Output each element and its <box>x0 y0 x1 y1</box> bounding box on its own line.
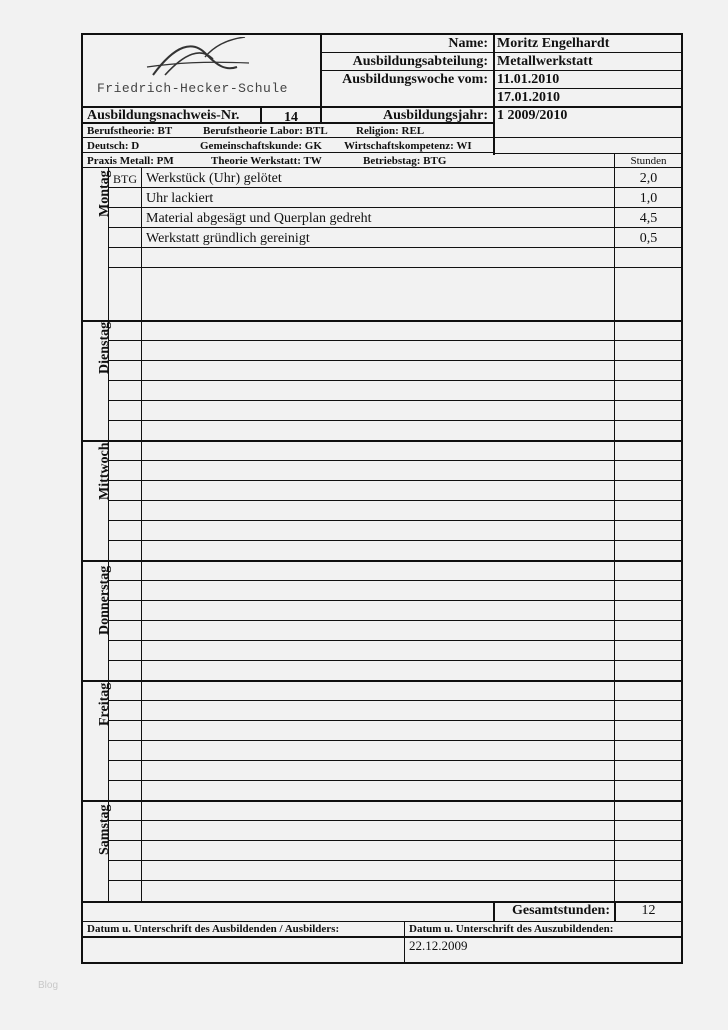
row-line <box>108 207 683 208</box>
legend-tw: Theorie Werkstatt: TW <box>211 155 322 167</box>
name-label: Name: <box>448 36 488 51</box>
name-value: Moritz Engelhardt <box>497 36 610 51</box>
row-line <box>108 580 683 581</box>
trainer-signature-label: Datum u. Unterschrift des Ausbildenden / Ausbilders: <box>87 923 340 935</box>
day-separator <box>83 680 683 682</box>
row-line <box>108 620 683 621</box>
legend-gk: Gemeinschaftskunde: GK <box>200 140 322 152</box>
day-separator <box>83 440 683 442</box>
entry-code: BTG <box>113 172 137 186</box>
row-line <box>108 340 683 341</box>
year-label: Ausbildungsjahr: <box>382 108 488 123</box>
row-line <box>108 840 683 841</box>
legend-wi: Wirtschaftskompetenz: WI <box>344 140 472 152</box>
day-separator <box>83 320 683 322</box>
watermark-text: Blog <box>38 980 59 991</box>
entry-hours: 2,0 <box>639 171 658 186</box>
row-line <box>108 480 683 481</box>
day-separator <box>83 560 683 562</box>
year-value: 1 2009/2010 <box>497 108 568 123</box>
school-logo-icon <box>145 37 255 79</box>
record-number-label: Ausbildungsnachweis-Nr. <box>87 108 240 123</box>
entry-text: Uhr lackiert <box>146 191 214 206</box>
department-label: Ausbildungsabteilung: <box>352 54 488 69</box>
day-label-thursday: Donnerstag <box>97 565 112 635</box>
total-hours-label: Gesamtstunden: <box>511 903 610 918</box>
department-value: Metallwerkstatt <box>497 54 593 69</box>
row-line <box>108 360 683 361</box>
day-label-tuesday: Dienstag <box>97 321 112 374</box>
row-line <box>108 780 683 781</box>
row-line <box>108 860 683 861</box>
day-label-wednesday: Mittwoch <box>97 442 112 500</box>
trainee-signature-date: 22.12.2009 <box>409 938 468 953</box>
legend-rel: Religion: REL <box>356 125 425 137</box>
row-line <box>108 267 683 268</box>
day-label-friday: Freitag <box>97 682 112 726</box>
hours-header: Stunden <box>630 155 667 167</box>
row-line <box>108 187 683 188</box>
week-label: Ausbildungswoche vom: <box>342 72 488 87</box>
legend-bt: Berufstheorie: BT <box>87 125 173 137</box>
day-separator <box>83 800 683 802</box>
row-line <box>108 247 683 248</box>
entry-hours: 4,5 <box>639 211 658 226</box>
row-line <box>108 880 683 881</box>
row-line <box>108 640 683 641</box>
row-line <box>108 820 683 821</box>
row-line <box>108 660 683 661</box>
total-hours-value: 12 <box>641 903 656 918</box>
entry-hours: 0,5 <box>639 231 658 246</box>
report-sheet <box>81 33 683 964</box>
legend-btl: Berufstheorie Labor: BTL <box>203 125 328 137</box>
entry-text: Werkstück (Uhr) gelötet <box>146 171 282 186</box>
record-number-box <box>260 106 322 124</box>
record-number-value: 14 <box>284 110 298 125</box>
row-line <box>108 227 683 228</box>
entry-text: Werkstatt gründlich gereinigt <box>146 231 310 246</box>
row-line <box>108 520 683 521</box>
trainee-signature-label: Datum u. Unterschrift des Auszubildenden: <box>409 923 614 935</box>
legend-pm: Praxis Metall: PM <box>87 155 174 167</box>
day-label-monday: Montag <box>97 170 112 217</box>
row-line <box>108 460 683 461</box>
row-line <box>108 400 683 401</box>
legend-btg: Betriebstag: BTG <box>363 155 447 167</box>
row-line <box>108 540 683 541</box>
week-to-value: 17.01.2010 <box>497 90 560 105</box>
row-line <box>108 380 683 381</box>
entry-hours: 1,0 <box>639 191 658 206</box>
row-line <box>108 500 683 501</box>
row-line <box>108 420 683 421</box>
row-line <box>108 600 683 601</box>
row-line <box>108 740 683 741</box>
legend-d: Deutsch: D <box>87 140 140 152</box>
week-from-value: 11.01.2010 <box>497 72 560 87</box>
day-label-saturday: Samstag <box>97 804 112 855</box>
row-line <box>108 720 683 721</box>
row-line <box>108 760 683 761</box>
school-name: Friedrich-Hecker-Schule <box>97 81 288 96</box>
row-line <box>108 700 683 701</box>
entry-text: Material abgesägt und Querplan gedreht <box>146 211 372 226</box>
